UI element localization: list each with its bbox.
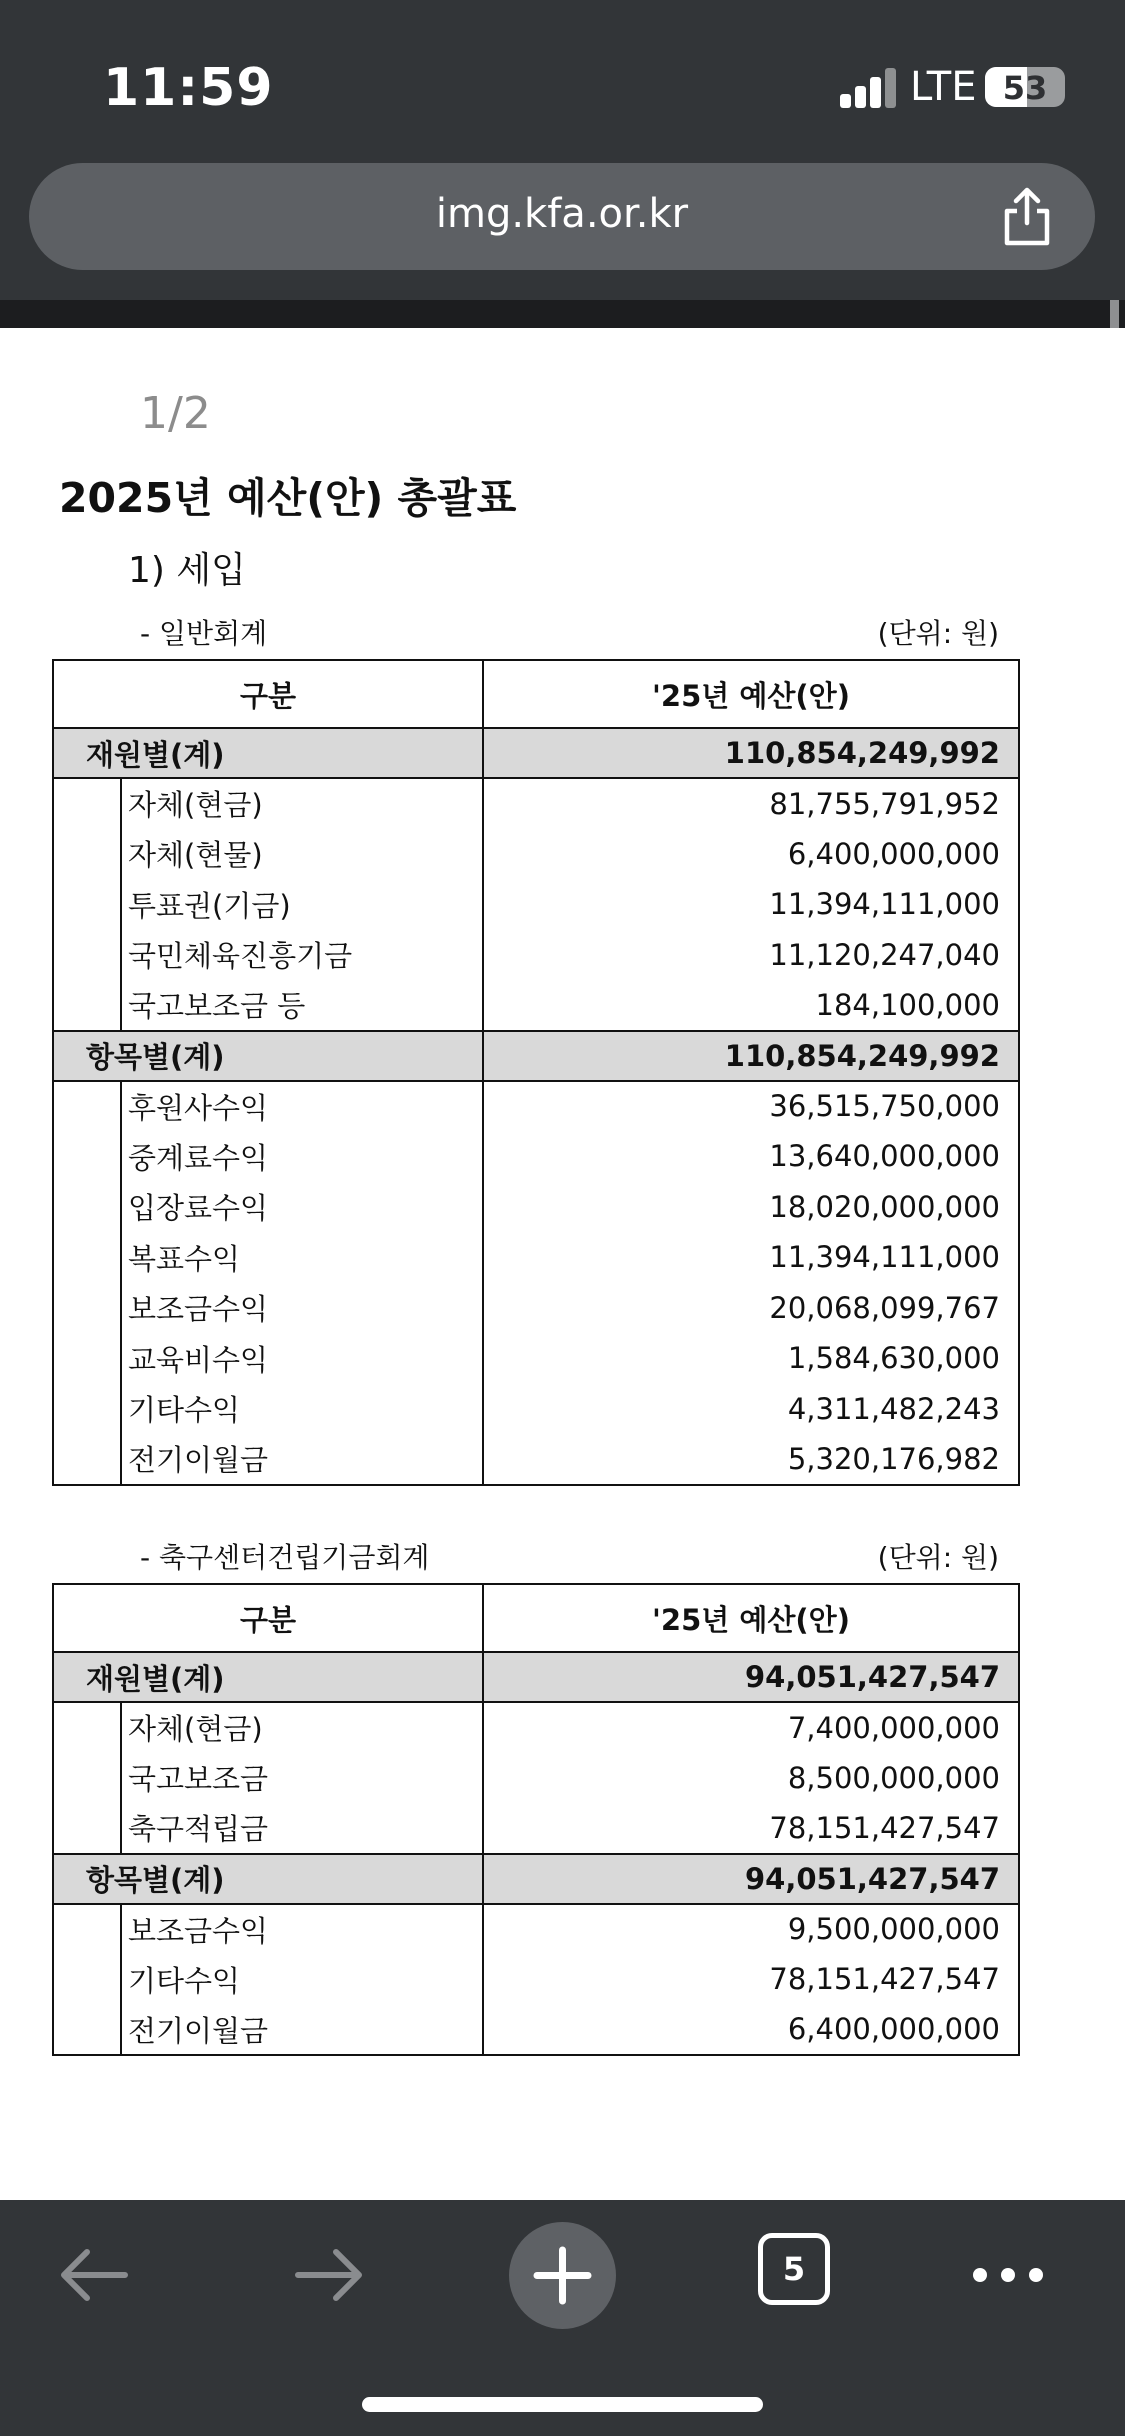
group-total-row <box>53 1031 1019 1081</box>
table-row <box>53 1803 1019 1854</box>
more-dots-icon[interactable] <box>970 2240 1050 2310</box>
url-text[interactable]: img.kfa.or.kr <box>435 191 689 237</box>
table-row <box>53 1232 1019 1283</box>
table-row <box>53 980 1019 1031</box>
group-total-row <box>53 1652 1019 1702</box>
table-row <box>53 1954 1019 2005</box>
table-row <box>53 1434 1019 1485</box>
row-label: 복표수익 <box>128 1241 241 1276</box>
table-header-row <box>53 660 1019 728</box>
address-bar[interactable] <box>29 163 1095 270</box>
row-label: 후원사수익 <box>128 1090 269 1125</box>
row-value: 11,120,247,040 <box>483 930 1019 981</box>
battery-level: 53 <box>1002 69 1048 107</box>
row-value: 6,400,000,000 <box>483 2005 1019 2056</box>
scrollbar-thumb[interactable] <box>1110 300 1119 328</box>
arrow-right-icon[interactable] <box>288 2240 368 2310</box>
table-row <box>53 2005 1019 2056</box>
table-unit: (단위: 원) <box>877 1541 999 1574</box>
status-time: 11:59 <box>103 58 274 118</box>
table-row <box>53 930 1019 981</box>
table-row <box>53 1904 1019 1955</box>
row-label: 전기이월금 <box>128 1443 269 1478</box>
row-value: 36,515,750,000 <box>483 1081 1019 1132</box>
row-value: 81,755,791,952 <box>483 778 1019 829</box>
arrow-left-icon[interactable] <box>55 2240 135 2310</box>
row-label: 축구적립금 <box>128 1812 269 1847</box>
group-total: 94,051,427,547 <box>483 1652 1019 1702</box>
tab-switcher-button[interactable]: 5 <box>758 2233 830 2305</box>
table-header-row <box>53 1584 1019 1652</box>
row-value: 11,394,111,000 <box>483 1232 1019 1283</box>
cellular-signal-icon <box>840 68 898 108</box>
document-title: 2025년 예산(안) 총괄표 <box>59 474 517 522</box>
group-label: 재원별(계) <box>53 1652 483 1702</box>
group-label: 재원별(계) <box>53 728 483 778</box>
row-label: 전기이월금 <box>128 2013 269 2048</box>
row-value: 78,151,427,547 <box>483 1803 1019 1854</box>
row-label: 중계료수익 <box>128 1140 269 1175</box>
row-value: 4,311,482,243 <box>483 1384 1019 1435</box>
group-total: 94,051,427,547 <box>483 1854 1019 1904</box>
section-title: 1) 세입 <box>128 550 246 591</box>
group-total-row <box>53 728 1019 778</box>
football-center-fund-table <box>52 1583 1020 2056</box>
table-row <box>53 1283 1019 1334</box>
row-label: 국고보조금 <box>128 1762 269 1797</box>
row-label: 국고보조금 등 <box>128 989 306 1024</box>
table-row <box>53 829 1019 880</box>
row-label: 보조금수익 <box>128 1292 269 1327</box>
row-label: 자체(현금) <box>128 788 263 823</box>
browser-bottom-toolbar <box>0 2200 1125 2436</box>
table-row <box>53 1081 1019 1132</box>
table-row <box>53 879 1019 930</box>
table-row <box>53 1702 1019 1753</box>
browser-top-chrome <box>0 0 1125 300</box>
table-row <box>53 1333 1019 1384</box>
chrome-divider <box>0 300 1125 328</box>
group-label: 항목별(계) <box>53 1854 483 1904</box>
row-label: 자체(현물) <box>128 838 263 873</box>
row-label: 기타수익 <box>128 1393 241 1428</box>
row-label: 자체(현금) <box>128 1712 263 1747</box>
row-value: 78,151,427,547 <box>483 1954 1019 2005</box>
row-value: 13,640,000,000 <box>483 1131 1019 1182</box>
table-row <box>53 1182 1019 1233</box>
group-total: 110,854,249,992 <box>483 728 1019 778</box>
table-subtitle: - 축구센터건립기금회계 <box>140 1541 430 1574</box>
row-label: 투표권(기금) <box>128 888 291 923</box>
row-value: 5,320,176,982 <box>483 1434 1019 1485</box>
header-category: 구분 <box>53 660 483 728</box>
battery-icon <box>985 67 1065 107</box>
row-value: 9,500,000,000 <box>483 1904 1019 1955</box>
share-icon[interactable] <box>997 185 1057 249</box>
group-total-row <box>53 1854 1019 1904</box>
table-row <box>53 778 1019 829</box>
row-value: 6,400,000,000 <box>483 829 1019 880</box>
row-label: 기타수익 <box>128 1963 241 1998</box>
header-category: 구분 <box>53 1584 483 1652</box>
header-budget: '25년 예산(안) <box>483 660 1019 728</box>
page-indicator: 1/2 <box>140 388 211 439</box>
table-row <box>53 1384 1019 1435</box>
table-row <box>53 1753 1019 1804</box>
group-label: 항목별(계) <box>53 1031 483 1081</box>
general-account-table <box>52 659 1020 1486</box>
table-row <box>53 1131 1019 1182</box>
row-label: 보조금수익 <box>128 1913 269 1948</box>
new-tab-button[interactable] <box>509 2222 616 2329</box>
header-budget: '25년 예산(안) <box>483 1584 1019 1652</box>
home-indicator[interactable] <box>362 2397 763 2412</box>
row-label: 교육비수익 <box>128 1342 269 1377</box>
row-value: 1,584,630,000 <box>483 1333 1019 1384</box>
table-subtitle: - 일반회계 <box>140 617 268 650</box>
row-label: 입장료수익 <box>128 1191 269 1226</box>
plus-icon <box>509 2222 616 2329</box>
network-type: LTE <box>910 64 977 110</box>
row-label: 국민체육진흥기금 <box>128 939 353 974</box>
row-value: 8,500,000,000 <box>483 1753 1019 1804</box>
table-unit: (단위: 원) <box>877 617 999 650</box>
group-total: 110,854,249,992 <box>483 1031 1019 1081</box>
row-value: 11,394,111,000 <box>483 879 1019 930</box>
row-value: 20,068,099,767 <box>483 1283 1019 1334</box>
row-value: 18,020,000,000 <box>483 1182 1019 1233</box>
row-value: 7,400,000,000 <box>483 1702 1019 1753</box>
row-value: 184,100,000 <box>483 980 1019 1031</box>
